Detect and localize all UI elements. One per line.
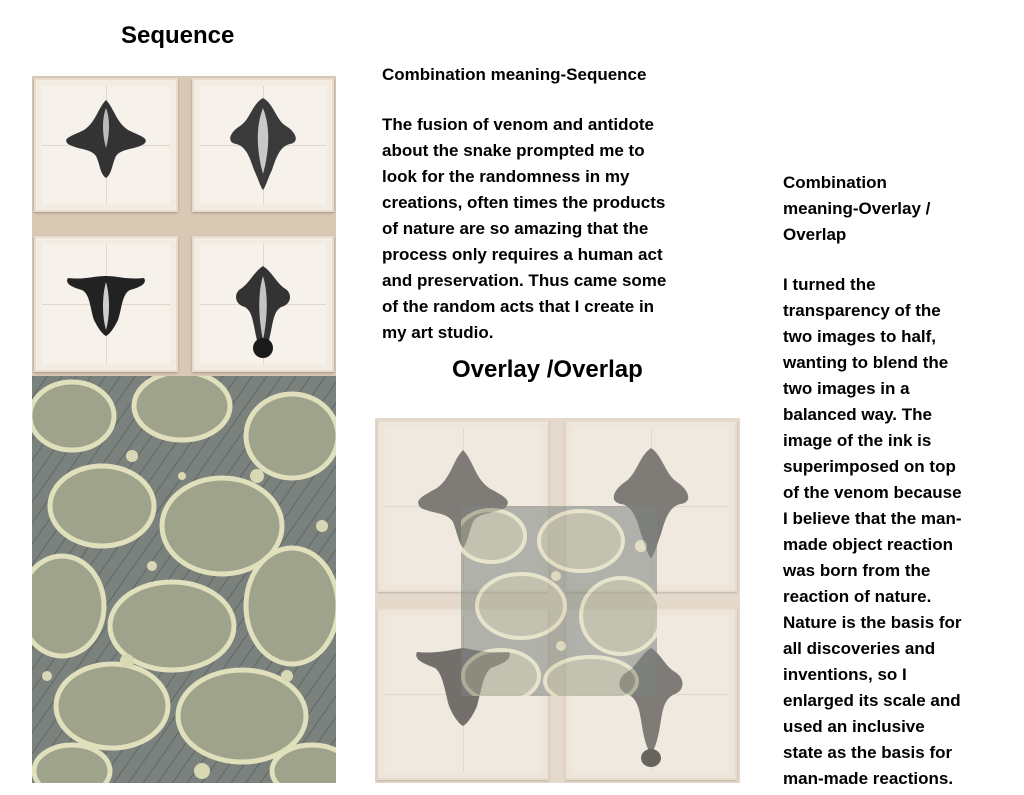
- print-frame: [34, 78, 178, 212]
- text-line: image of the ink is: [783, 431, 932, 450]
- text-line: I turned the: [783, 275, 876, 294]
- inkblot-icon: [192, 236, 334, 372]
- text-line: my art studio.: [382, 323, 494, 342]
- text-line: all discoveries and: [783, 639, 936, 658]
- text-line: of the random acts that I create in: [382, 297, 655, 316]
- heading-line: Combination: [783, 173, 887, 192]
- venom-pattern: [32, 376, 336, 783]
- text-line: made object reaction: [783, 535, 954, 554]
- text-line: two images to half,: [783, 327, 937, 346]
- text-line: transparency of the: [783, 301, 941, 320]
- overlay-photo: [375, 418, 740, 783]
- text-line: creations, often times the products: [382, 193, 666, 212]
- text-line: was born from the: [783, 561, 931, 580]
- text-line: balanced way. The: [783, 405, 932, 424]
- overlay-description: [783, 272, 1018, 792]
- inkblot-icon: [192, 78, 334, 212]
- print-frame: [192, 236, 334, 372]
- heading-line: meaning-Overlay /: [783, 199, 931, 218]
- text-line: wanting to blend the: [783, 353, 949, 372]
- text-line: reaction of nature.: [783, 587, 932, 606]
- text-line: The fusion of venom and antidote: [382, 115, 654, 134]
- inkblot-icon: [34, 236, 178, 372]
- ink-prints-photo: [32, 76, 336, 376]
- venom-texture-photo: [32, 376, 336, 783]
- heading-line: Overlap: [783, 225, 847, 244]
- text-line: superimposed on top: [783, 457, 956, 476]
- text-line: two images in a: [783, 379, 910, 398]
- inkblot-icon: [34, 78, 178, 212]
- text-line: of nature are so amazing that the: [382, 219, 649, 238]
- text-line: used an inclusive: [783, 717, 925, 736]
- text-line: I believe that the man-: [783, 509, 962, 528]
- text-line: Nature is the basis for: [783, 613, 962, 632]
- text-line: process only requires a human act: [382, 245, 663, 264]
- overlay-title: Overlay /Overlap: [452, 356, 643, 383]
- text-line: state as the basis for: [783, 743, 953, 762]
- text-line: and preservation. Thus came some: [382, 271, 667, 290]
- sequence-title: Sequence: [121, 22, 235, 49]
- text-line: about the snake prompted me to: [382, 141, 645, 160]
- print-frame: [34, 236, 178, 372]
- venom-pattern: [461, 506, 657, 696]
- venom-overlay: [461, 506, 657, 696]
- text-line: man-made reactions.: [783, 769, 954, 788]
- print-frame: [192, 78, 334, 212]
- text-line: enlarged its scale and: [783, 691, 961, 710]
- text-line: of the venom because: [783, 483, 962, 502]
- sequence-description: [382, 112, 742, 346]
- text-line: look for the randomness in my: [382, 167, 630, 186]
- overlay-heading: [783, 170, 1013, 248]
- text-line: inventions, so I: [783, 665, 907, 684]
- sequence-heading: Combination meaning-Sequence: [382, 65, 647, 84]
